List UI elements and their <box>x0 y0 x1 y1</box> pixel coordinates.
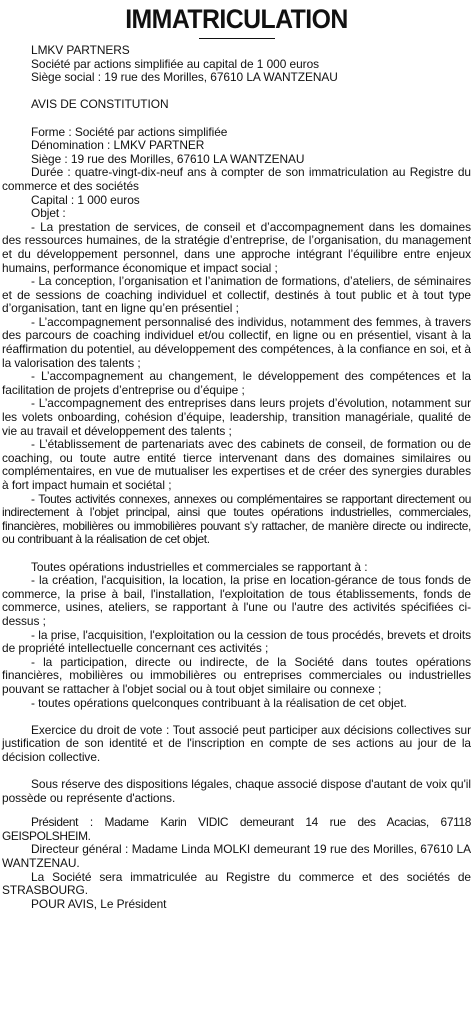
spacer <box>2 710 471 724</box>
objet-item: - Toutes activités connexes, annexes ou complémentaires se rapportant directement ou indirectement à l’objet principal, ainsi que toutes opérations industrielles, commerciales, financières, mobilières ou immobilières pouvant s’y rattacher, de manière directe ou indirecte, ou contribuant à la réalisation de cet objet. <box>2 491 471 547</box>
operations-item: - toutes opérations quelconques contribuant à la réalisation de cet objet. <box>31 695 407 710</box>
president-line: Président : Madame Karin VIDIC demeurant 14 rue des Acacias, 67118 GEISPOLSHEIM. <box>2 815 471 843</box>
detail-denomination: Dénomination : LMKV PARTNER <box>31 138 205 153</box>
objet-item: - La conception, l’organisation et l’animation de formations, d’ateliers, de séminaires et de sessions de coaching individuel et collectif, destinés à tout public et à tout type d’organisation, tant en ligne qu’en présentiel ; <box>2 274 471 316</box>
company-name: LMKV PARTNERS <box>31 43 130 57</box>
objet-item: - La prestation de services, de conseil et d’accompagnement dans les domaines des ressources humaines, de la stratégie d’entreprise, de l’organisation, du management et du développement personnel, dans une approche intégrant l’équilibre entre enjeux humains, performance économique et impact social ; <box>2 219 471 275</box>
detail-objet-label: Objet : <box>31 206 66 221</box>
reserve-clause: Sous réserve des dispositions légales, chaque associé dispose d'autant de voix qu'il possède ou représente d'actions. <box>2 777 471 805</box>
objet-item: - L’accompagnement des entreprises dans leurs projets d’évolution, notamment sur les volets onboarding, cohésion d’équipe, leadership, transition managériale, qualité de vie au travail et développement des talents ; <box>2 396 471 438</box>
objet-item: - L’accompagnement au changement, le développement des compétences et la facilitation de projets d’entreprise ou d’équipe ; <box>2 369 471 397</box>
company-form-capital: Société par actions simplifiée au capital de 1 000 euros <box>31 56 320 71</box>
operations-item: - la participation, directe ou indirecte, de la Société dans toutes opérations financières, mobilières ou immobilières ou entreprises commerciales ou industrielles pouvant se rattacher à l'objet social ou à tout objet similaire ou connexe ; <box>2 654 471 696</box>
detail-duree: Durée : quatre-vingt-dix-neuf ans à compter de son immatriculation au Registre du commerce et des sociétés <box>2 165 471 193</box>
directeur-line: Directeur général : Madame Linda MOLKI demeurant 19 rue des Morilles, 67610 LA WANTZENAU. <box>2 842 471 871</box>
detail-forme: Forme : Société par actions simplifiée <box>31 124 228 139</box>
spacer <box>2 112 471 126</box>
notice-heading: AVIS DE CONSTITUTION <box>31 97 169 112</box>
registration-line: La Société sera immatriculée au Registre du commerce et des sociétés de STRASBOURG. <box>2 869 471 898</box>
detail-siege: Siège : 19 rue des Morilles, 67610 LA WANTZENAU <box>31 151 305 166</box>
spacer <box>2 764 471 778</box>
signature-line: POUR AVIS, Le Président <box>31 896 167 911</box>
notice-title: IMMATRICULATION <box>125 4 348 34</box>
company-seat: Siège social : 19 rue des Morilles, 67610 LA WANTZENAU <box>31 70 338 85</box>
operations-intro: Toutes opérations industrielles et commerciales se rapportant à : <box>31 559 368 574</box>
objet-item: - L’accompagnement personnalisé des individus, notamment des femmes, à travers des parcours de coaching individuel et/ou collectif, en ligne ou en présentiel, visant à la réaffirmation du potentiel, au développement des compétences, à la confiance en soi, et à la valorisation des talents ; <box>2 314 471 370</box>
operations-item: - la prise, l'acquisition, l'exploitation ou la cession de tous procédés, brevets et droits de propriété intellectuelle concernant ces activités ; <box>2 627 471 656</box>
title-underline <box>199 38 275 39</box>
objet-item: - L’établissement de partenariats avec des cabinets de conseil, de formation ou de coaching, ou toute autre entité tierce intervenant dans des domaines similaires ou complémentaires, en vue de mutualiser les expertises et de créer des synergies durables à fort impact humain et sociétal ; <box>2 437 471 492</box>
spacer <box>2 85 471 99</box>
vote-clause: Exercice du droit de vote : Tout associé peut participer aux décisions collectives sur justification de son identité et de l'inscription en compte de ses actions au jour de la décision collective. <box>2 722 471 764</box>
spacer <box>2 547 471 561</box>
operations-item: - la création, l'acquisition, la location, la prise en location-gérance de tous fonds de commerce, la prise à bail, l'installation, l'exploitation de tous établissements, fonds de commerce, usines, ateliers, se rapportant à l'une ou l'autre des activités spécifiées ci-dessus ; <box>2 573 471 628</box>
notice-body <box>2 44 471 911</box>
detail-capital: Capital : 1 000 euros <box>31 192 140 207</box>
